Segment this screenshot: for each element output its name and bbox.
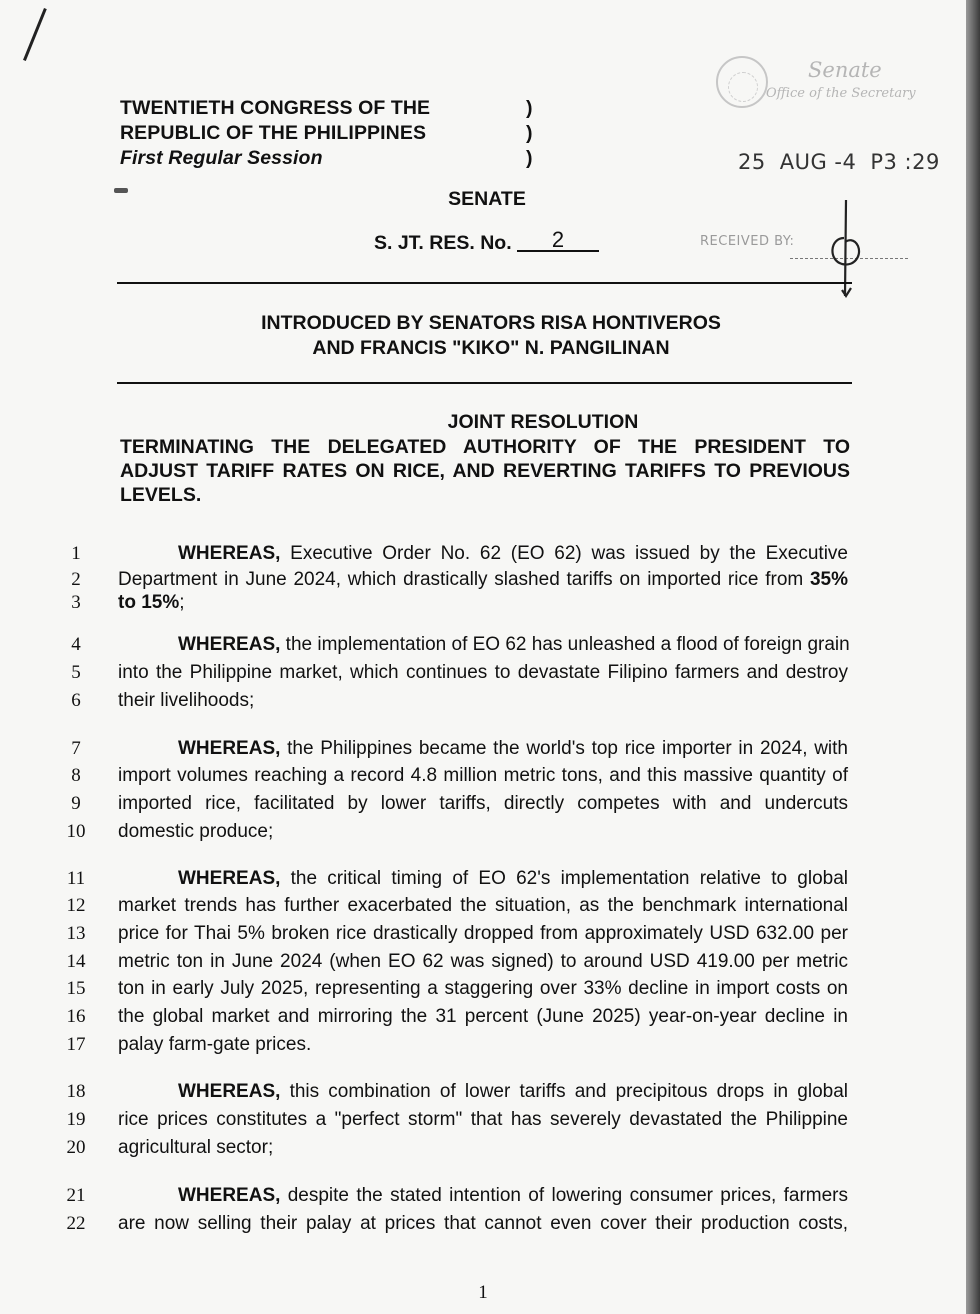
line-number: 2 <box>71 569 81 590</box>
bold-text: 35% <box>809 569 848 590</box>
header-rule-top <box>117 282 852 284</box>
body-line: Department in June 2024, which drastically slashed tariffs on imported rice from 35% <box>118 569 848 590</box>
stamp-senate-word: Senate <box>808 58 882 82</box>
body-line: domestic produce; <box>118 821 274 842</box>
title-line-3: LEVELS. <box>120 484 202 506</box>
line-number: 5 <box>71 662 81 683</box>
line-number: 19 <box>66 1109 86 1130</box>
pen-slash-mark <box>23 8 47 61</box>
body-line: into the Philippine market, which continues to devastate Filipino farmers and destroy <box>118 662 848 683</box>
whereas-keyword: WHEREAS, <box>178 1081 281 1102</box>
date-time: P3 :29 <box>870 150 940 174</box>
page-number: 1 <box>478 1282 488 1303</box>
line-number: 4 <box>71 634 81 655</box>
introduced-line-2: AND FRANCIS "KIKO" N. PANGILINAN <box>312 337 670 359</box>
body-line: import volumes reaching a record 4.8 million metric tons, and this massive quantity of <box>118 765 848 786</box>
line-number: 1 <box>71 543 81 564</box>
line-number: 12 <box>66 895 86 916</box>
received-by-label: RECEIVED BY: <box>700 234 795 249</box>
session-label: First Regular Session <box>120 147 323 169</box>
line-number: 21 <box>66 1185 86 1206</box>
line-number: 20 <box>66 1137 86 1158</box>
congress-heading <box>120 96 430 171</box>
line-number: 7 <box>71 738 81 759</box>
whereas-keyword: WHEREAS, <box>178 634 281 655</box>
line-number: 22 <box>66 1213 86 1234</box>
congress-line-2: REPUBLIC OF THE PHILIPPINES <box>120 122 427 144</box>
line-number: 14 <box>66 951 86 972</box>
line-number: 3 <box>71 592 81 613</box>
joint-resolution-heading: JOINT RESOLUTION <box>447 411 639 433</box>
header-rule-bottom <box>117 382 852 384</box>
line-number: 17 <box>66 1034 86 1055</box>
resolution-label: S. JT. RES. No. <box>374 232 512 254</box>
chamber-title: SENATE <box>448 188 526 210</box>
body-line: imported rice, facilitated by lower tariffs, directly competes with and undercuts <box>118 793 848 814</box>
body-line: ton in early July 2025, representing a staggering over 33% decline in import costs on <box>118 978 848 999</box>
line-number: 13 <box>66 923 86 944</box>
resolution-title <box>120 435 850 507</box>
body-line: WHEREAS, the Philippines became the world's top rice importer in 2024, with <box>178 738 848 759</box>
title-line-1: TERMINATING THE DELEGATED AUTHORITY OF THE PRESIDENT TO <box>120 436 850 458</box>
body-line: rice prices constitutes a "perfect storm" that has severely devastated the Philippine <box>118 1109 848 1130</box>
date-month-day: AUG -4 <box>779 150 857 174</box>
date-year: 25 <box>738 150 766 174</box>
senate-seal-icon <box>716 56 768 108</box>
line-number: 9 <box>71 793 81 814</box>
line-number: 11 <box>66 868 86 889</box>
introduced-line-1: INTRODUCED BY SENATORS RISA HONTIVEROS <box>261 312 721 334</box>
congress-line-1: TWENTIETH CONGRESS OF THE <box>120 97 431 119</box>
body-line: market trends has further exacerbated the situation, as the benchmark international <box>118 895 848 916</box>
body-line: are now selling their palay at prices that cannot even cover their production costs, <box>118 1213 848 1234</box>
body-line: WHEREAS, this combination of lower tariffs and precipitous drops in global <box>178 1081 848 1102</box>
body-line: WHEREAS, Executive Order No. 62 (EO 62) was issued by the Executive <box>178 543 848 564</box>
date-received-stamp <box>738 150 954 174</box>
body-line: their livelihoods; <box>118 690 255 711</box>
resolution-number <box>374 227 599 255</box>
bold-text: to 15% <box>118 592 180 613</box>
body-line: WHEREAS, the implementation of EO 62 has unleashed a flood of foreign grain <box>178 634 850 655</box>
body-line: metric ton in June 2024 (when EO 62 was signed) to around USD 419.00 per metric <box>118 951 848 972</box>
body-line: agricultural sector; <box>118 1137 274 1158</box>
line-number: 16 <box>66 1006 86 1027</box>
whereas-keyword: WHEREAS, <box>178 543 281 564</box>
page-edge-shadow <box>966 0 980 1314</box>
signature-icon <box>824 198 872 300</box>
senate-office-stamp <box>716 52 936 112</box>
introduced-by <box>0 311 966 361</box>
body-line: palay farm-gate prices. <box>118 1034 312 1055</box>
whereas-keyword: WHEREAS, <box>178 738 281 759</box>
title-line-2: ADJUST TARIFF RATES ON RICE, AND REVERTING TARIFFS TO PREVIOUS <box>120 460 850 482</box>
line-number: 6 <box>71 690 81 711</box>
whereas-keyword: WHEREAS, <box>178 1185 281 1206</box>
body-line: to 15%; <box>118 592 185 613</box>
line-number: 15 <box>66 978 86 999</box>
line-number: 10 <box>66 821 86 842</box>
stamp-office-text: Office of the Secretary <box>766 86 916 101</box>
body-line: WHEREAS, despite the stated intention of lowering consumer prices, farmers <box>178 1185 848 1206</box>
whereas-keyword: WHEREAS, <box>178 868 281 889</box>
resolution-number-value: 2 <box>517 230 599 252</box>
line-number: 18 <box>66 1081 86 1102</box>
body-line: price for Thai 5% broken rice drastically dropped from approximately USD 632.00 per <box>118 923 848 944</box>
heading-parens: ) ) ) <box>526 97 533 169</box>
line-number: 8 <box>71 765 81 786</box>
body-line: WHEREAS, the critical timing of EO 62's implementation relative to global <box>178 868 848 889</box>
body-line: the global market and mirroring the 31 percent (June 2025) year-on-year decline in <box>118 1006 848 1027</box>
